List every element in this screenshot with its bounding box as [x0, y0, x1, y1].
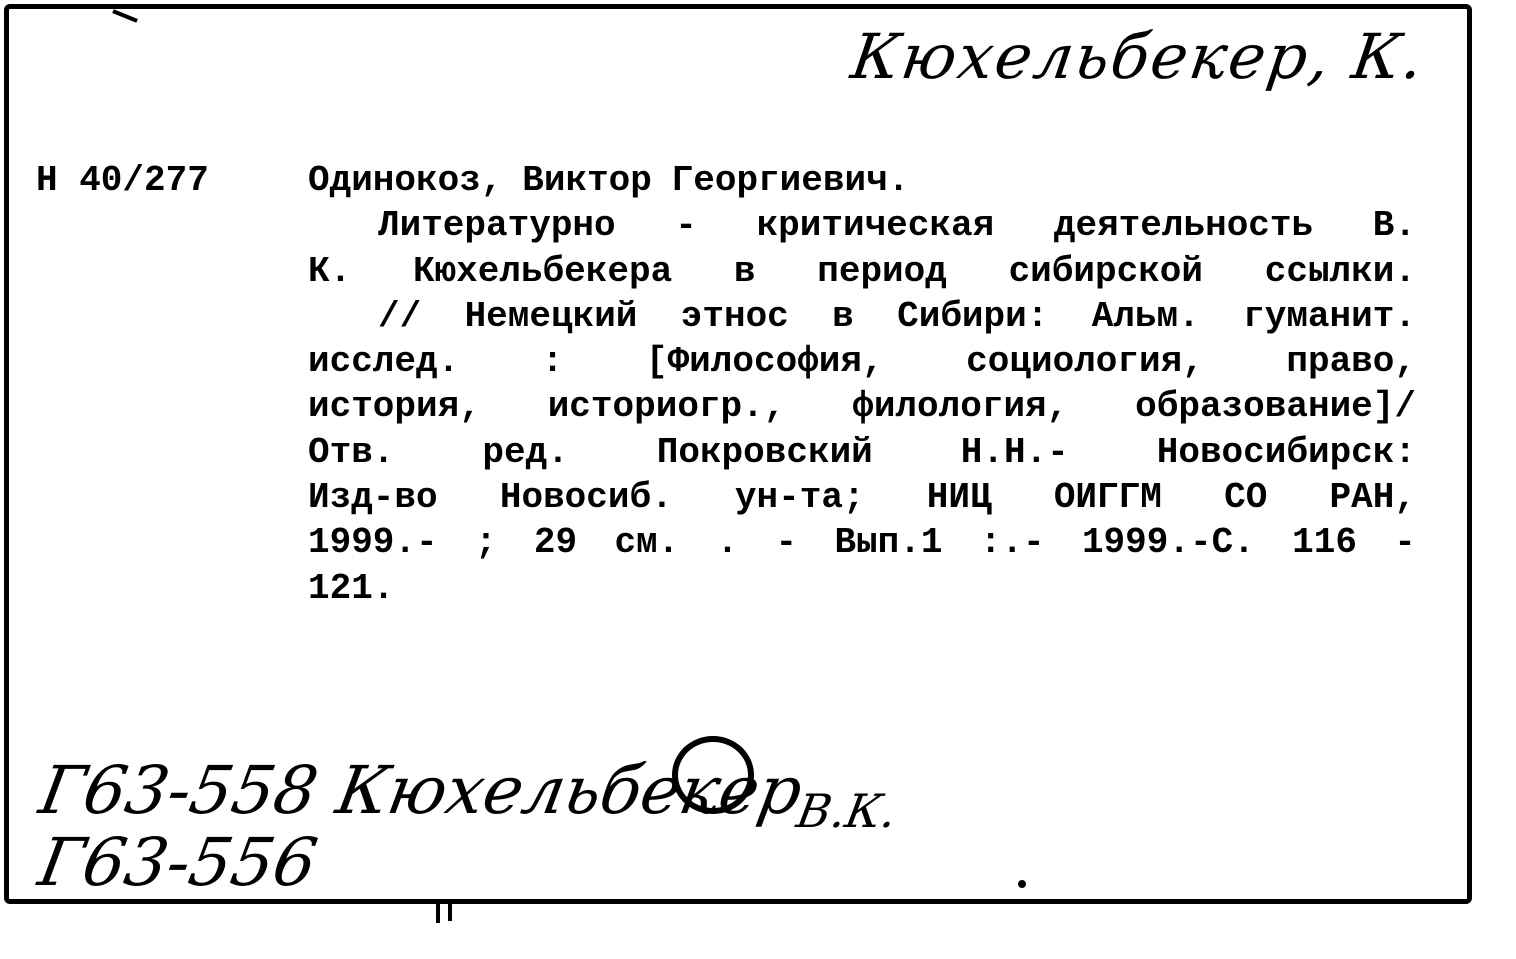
entry-word: Одинокоз, [308, 160, 503, 201]
entry-line [308, 158, 1416, 203]
entry-word: критическая [756, 205, 995, 247]
handwritten-author-note: Кюхельбекер, К. [846, 20, 1430, 93]
entry-word: 116 [1292, 522, 1357, 564]
entry-word: Георгиевич. [671, 160, 910, 201]
entry-word: ; [474, 522, 497, 564]
entry-line [308, 339, 1416, 384]
entry-word: Вып.1 [834, 522, 943, 564]
entry-word: ун-та; [734, 477, 865, 519]
entry-word: НИЦ [926, 477, 992, 519]
entry-word: Н.Н.- [960, 431, 1069, 473]
hand-drawn-circle [672, 736, 754, 814]
entry-word: [Философия, [645, 341, 884, 383]
entry-word: см. [614, 522, 680, 564]
entry-word: право, [1286, 341, 1416, 383]
entry-word: СО [1224, 477, 1268, 519]
entry-line [308, 430, 1416, 475]
pen-mark [448, 903, 452, 921]
entry-word: деятельность [1053, 205, 1314, 247]
entry-word: - [1394, 522, 1416, 564]
entry-word: Новосиб. [499, 477, 673, 519]
entry-word: Литературно [378, 205, 616, 247]
entry-word: гуманит. [1243, 295, 1416, 337]
entry-line [308, 566, 1416, 611]
entry-word: социология, [966, 341, 1204, 383]
entry-word: исслед. [308, 341, 460, 383]
entry-line [308, 520, 1416, 565]
entry-word: Виктор [522, 160, 652, 201]
shelf-mark: Н 40/277 [36, 160, 209, 201]
entry-word: историогр., [547, 386, 786, 428]
entry-word: - [675, 205, 697, 247]
pen-mark [436, 903, 440, 923]
entry-word: : [541, 341, 564, 383]
handwritten-call-number-2: Г63-556 [33, 824, 323, 901]
entry-line [308, 203, 1416, 248]
entry-word: . [716, 522, 739, 564]
entry-word: 29 [533, 522, 578, 564]
entry-word: 121. [308, 567, 395, 609]
entry-word: Альм. [1091, 295, 1200, 337]
handwritten-initials: В.К. [792, 784, 902, 838]
entry-word: в [733, 250, 756, 292]
entry-line [308, 384, 1416, 429]
entry-word: Немецкий [464, 295, 638, 337]
entry-word: // [378, 295, 422, 337]
entry-word: филология, [852, 386, 1069, 428]
entry-word: Покровский [656, 431, 873, 473]
entry-word: 1999.-С. [1081, 522, 1255, 564]
entry-word: Кюхельбекера [412, 250, 673, 292]
entry-word: ред. [482, 431, 569, 473]
entry-word: Изд-во [308, 477, 438, 519]
entry-line [308, 475, 1416, 520]
entry-word: этнос [680, 295, 789, 337]
entry-word: - [775, 522, 798, 564]
entry-word: В. [1372, 205, 1416, 247]
entry-line [308, 249, 1416, 294]
entry-word: ссылки. [1264, 250, 1416, 292]
entry-word: Сибири: [897, 295, 1049, 337]
entry-word: РАН, [1329, 477, 1416, 519]
entry-word: в [832, 295, 854, 337]
entry-word: сибирской [1008, 250, 1204, 292]
entry-word: период [817, 250, 947, 292]
entry-line [308, 294, 1416, 339]
handwritten-call-number-1-text: Г63-558 Кюхельбекер [34, 752, 809, 829]
entry-word: образование]/ [1135, 386, 1416, 428]
dust-speck [1018, 880, 1026, 888]
entry-word: ОИГГМ [1053, 477, 1162, 519]
entry-word: 1999.- [308, 522, 438, 564]
entry-word: К. [308, 250, 352, 292]
entry-word: Отв. [308, 431, 395, 473]
bibliographic-entry [308, 158, 1416, 611]
entry-word: Новосибирск: [1156, 431, 1416, 473]
entry-word: история, [308, 386, 481, 428]
entry-word: :.- [979, 522, 1045, 564]
